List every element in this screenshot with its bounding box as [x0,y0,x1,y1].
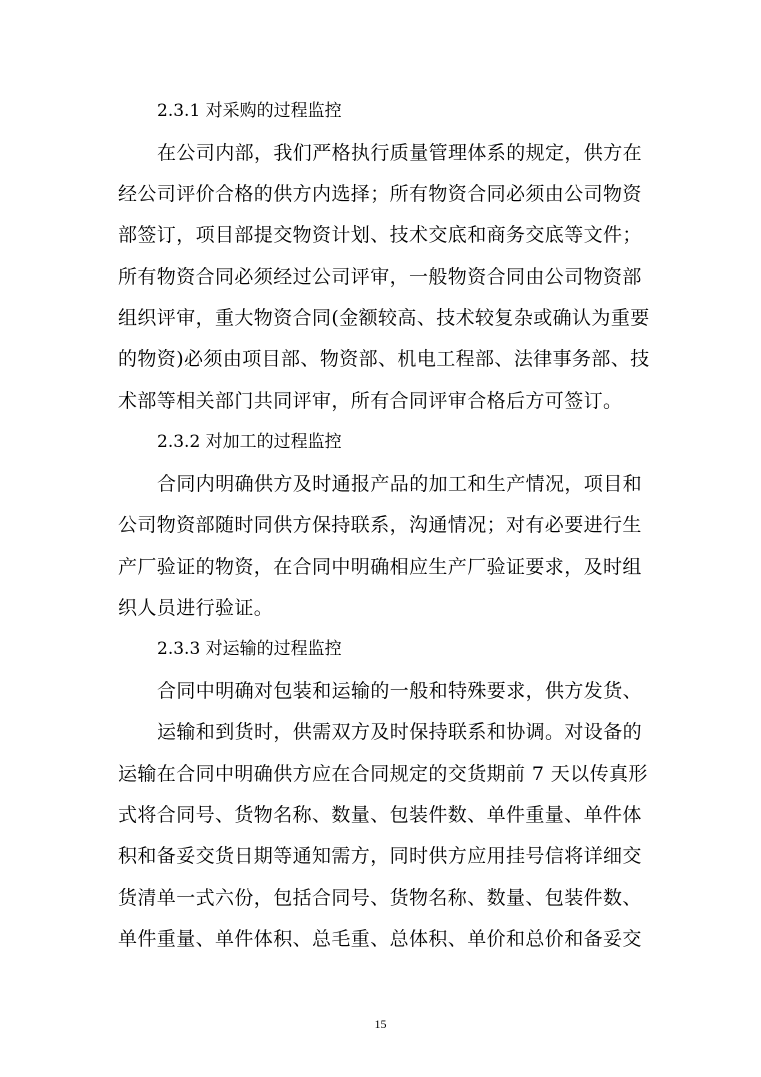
paragraph-line: 经公司评价合格的供方内选择；所有物资合同必须由公司物资 [118,183,642,205]
paragraph-line: 产厂验证的物资，在合同中明确相应生产厂验证要求，及时组 [118,556,642,578]
paragraph-line: 组织评审，重大物资合同(金额较高、技术较复杂或确认为重要 [118,307,650,329]
page-number: 15 [374,1017,387,1031]
section-heading-2-3-2: 2.3.2 对加工的过程监控 [157,432,342,452]
paragraph-line-last: 术部等相关部门共同评审，所有合同评审合格后方可签订。 [118,390,623,412]
section-heading-2-3-1: 2.3.1 对采购的过程监控 [157,101,342,121]
paragraph-line: 公司物资部随时同供方保持联系，沟通情况；对有必要进行生 [118,514,642,536]
paragraph-line-last: 织人员进行验证。 [118,597,274,619]
paragraph-line: 所有物资合同必须经过公司评审，一般物资合同由公司物资部 [118,266,642,288]
paragraph-line: 积和备妥交货日期等通知需方，同时供方应用挂号信将详细交 [118,845,642,867]
paragraph-line: 合同中明确对包装和运输的一般和特殊要求，供方发货、 [157,680,643,702]
paragraph-line: 部签订，项目部提交物资计划、技术交底和商务交底等文件； [118,224,642,246]
section-heading-2-3-3: 2.3.3 对运输的过程监控 [157,639,342,659]
paragraph-line: 在公司内部，我们严格执行质量管理体系的规定，供方在 [157,142,643,164]
paragraph-line: 的物资)必须由项目部、物资部、机电工程部、法律事务部、技 [118,348,650,370]
paragraph-line: 运输在合同中明确供方应在合同规定的交货期前 7 天以传真形 [118,763,648,785]
paragraph-line: 货清单一式六份，包括合同号、货物名称、数量、包装件数、 [118,887,642,909]
paragraph-line: 式将合同号、货物名称、数量、包装件数、单件重量、单件体 [118,804,642,826]
paragraph-line: 合同内明确供方及时通报产品的加工和生产情况，项目和 [157,473,643,495]
paragraph-line: 运输和到货时，供需双方及时保持联系和协调。对设备的 [157,721,643,743]
paragraph-line: 单件重量、单件体积、总毛重、总体积、单价和总价和备妥交 [118,928,642,950]
